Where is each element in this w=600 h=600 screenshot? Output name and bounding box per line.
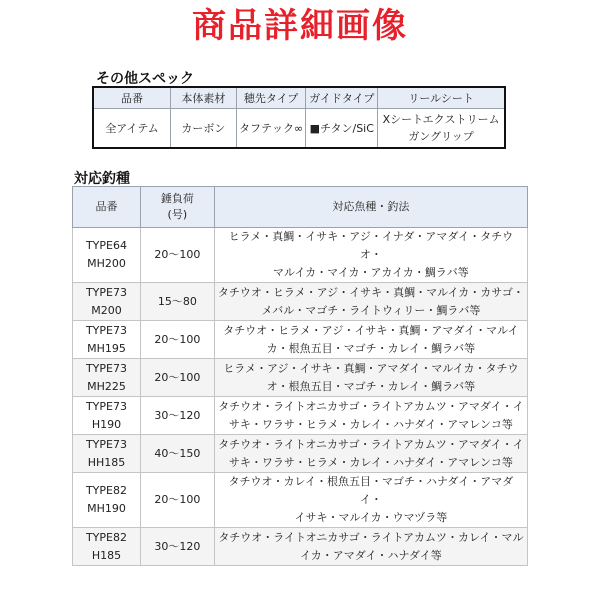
spec-item: 全アイテム <box>93 109 171 149</box>
spec-reel-seat-line2: ガングリップ <box>408 130 474 143</box>
row-species <box>214 473 527 528</box>
fish-header-species: 対応魚種・釣法 <box>214 187 527 228</box>
row-model-line2: M200 <box>91 303 122 317</box>
row-species <box>214 359 527 397</box>
row-species <box>214 228 527 283</box>
spec-header-guide: ガイドタイプ <box>306 87 378 109</box>
spec-header-row <box>93 87 505 109</box>
row-model-line2: MH195 <box>87 341 126 355</box>
row-weight: 20～100 <box>140 473 214 528</box>
row-species-line2: マルイカ・マイカ・アカイカ・鯛ラバ等 <box>272 266 469 279</box>
row-model <box>73 397 141 435</box>
row-model-line2: MH225 <box>87 379 126 393</box>
spec-guide: ■チタン/SiC <box>306 109 378 149</box>
row-model <box>73 228 141 283</box>
row-model-line1: TYPE73 <box>85 285 127 299</box>
row-model-line1: TYPE82 <box>85 530 127 544</box>
spec-header-tip: 穂先タイプ <box>236 87 306 109</box>
row-species-line1: タチウオ・ライトオニカサゴ・ライトアカムツ・アマダイ・イ <box>218 437 524 451</box>
row-model-line1: TYPE73 <box>85 323 127 337</box>
table-row <box>73 397 528 435</box>
table-row <box>73 283 528 321</box>
row-species <box>214 397 527 435</box>
row-weight: 20～100 <box>140 359 214 397</box>
row-model-line1: TYPE73 <box>85 361 127 375</box>
row-model-line2: MH190 <box>87 502 126 515</box>
row-species-line2: カ・根魚五目・マゴチ・カレイ・鯛ラバ等 <box>266 341 476 355</box>
row-model-line2: MH200 <box>87 257 126 270</box>
row-model <box>73 473 141 528</box>
fish-header-model: 品番 <box>73 187 141 228</box>
row-weight: 15～80 <box>140 283 214 321</box>
row-species-line2: イカ・アマダイ・ハナダイ等 <box>300 548 442 562</box>
spec-table <box>92 86 506 149</box>
fish-section-heading: 対応釣種 <box>74 171 130 187</box>
row-species-line1: ヒラメ・アジ・イサキ・真鯛・アマダイ・マルイカ・タチウ <box>223 361 519 375</box>
row-model-line1: TYPE73 <box>85 399 127 413</box>
spec-header-material: 本体素材 <box>171 87 237 109</box>
fish-header-weight-line1: 錘負荷 <box>160 192 194 205</box>
row-species-line2: サキ・ワラサ・ヒラメ・カレイ・ハナダイ・アマレンコ等 <box>228 455 513 469</box>
fish-header-weight <box>140 187 214 228</box>
row-species-line2: サキ・ワラサ・ヒラメ・カレイ・ハナダイ・アマレンコ等 <box>228 417 513 431</box>
table-row <box>73 435 528 473</box>
row-weight: 20～100 <box>140 228 214 283</box>
row-model-line2: H185 <box>91 548 122 562</box>
row-model-line2: HH185 <box>87 455 126 469</box>
spec-data-row <box>93 109 505 149</box>
spec-tip: タフテック∞ <box>236 109 306 149</box>
row-model <box>73 435 141 473</box>
row-species <box>214 321 527 359</box>
row-species-line1: タチウオ・ヒラメ・アジ・イサキ・真鯛・アマダイ・マルイ <box>223 323 519 337</box>
row-species-line2: オ・根魚五目・マゴチ・カレイ・鯛ラバ等 <box>266 379 476 393</box>
row-model <box>73 321 141 359</box>
row-species-line2: イサキ・マルイカ・ウマヅラ等 <box>294 511 448 524</box>
row-model-line1: TYPE64 <box>85 239 127 252</box>
row-species <box>214 283 527 321</box>
spec-reel-seat <box>378 109 505 149</box>
row-species-line1: タチウオ・カレイ・根魚五目・マゴチ・ハナダイ・アマダイ・ <box>228 475 514 506</box>
row-weight: 30～120 <box>140 528 214 566</box>
row-species-line2: メバル・マゴチ・ライトウィリー・鯛ラバ等 <box>261 303 481 317</box>
row-species <box>214 435 527 473</box>
table-row <box>73 359 528 397</box>
table-row <box>73 473 528 528</box>
page-title: 商品詳細画像 <box>192 6 408 46</box>
row-species <box>214 528 527 566</box>
spec-reel-seat-line1: Xシートエクストリーム <box>382 113 500 126</box>
row-species-line1: タチウオ・ヒラメ・アジ・イサキ・真鯛・マルイカ・カサゴ・ <box>217 285 524 299</box>
row-model-line2: H190 <box>91 417 122 431</box>
fish-header-row <box>73 187 528 228</box>
row-weight: 20～100 <box>140 321 214 359</box>
row-weight: 40～150 <box>140 435 214 473</box>
row-weight: 30～120 <box>140 397 214 435</box>
row-model-line1: TYPE82 <box>85 484 127 497</box>
row-model <box>73 283 141 321</box>
table-row <box>73 528 528 566</box>
row-species-line1: ヒラメ・真鯛・イサキ・アジ・イナダ・アマダイ・タチウオ・ <box>228 230 514 261</box>
row-model-line1: TYPE73 <box>85 437 127 451</box>
row-model <box>73 528 141 566</box>
fish-header-weight-line2: (号) <box>167 208 188 221</box>
table-row <box>73 321 528 359</box>
spec-section-heading: その他スペック <box>96 71 194 87</box>
fish-table <box>72 186 528 566</box>
row-species-line1: タチウオ・ライトオニカサゴ・ライトアカムツ・カレイ・マル <box>218 530 524 544</box>
spec-header-reel-seat: リールシート <box>378 87 505 109</box>
table-row <box>73 228 528 283</box>
row-model <box>73 359 141 397</box>
spec-material: カーボン <box>171 109 237 149</box>
row-species-line1: タチウオ・ライトオニカサゴ・ライトアカムツ・アマダイ・イ <box>218 399 524 413</box>
spec-header-model: 品番 <box>93 87 171 109</box>
